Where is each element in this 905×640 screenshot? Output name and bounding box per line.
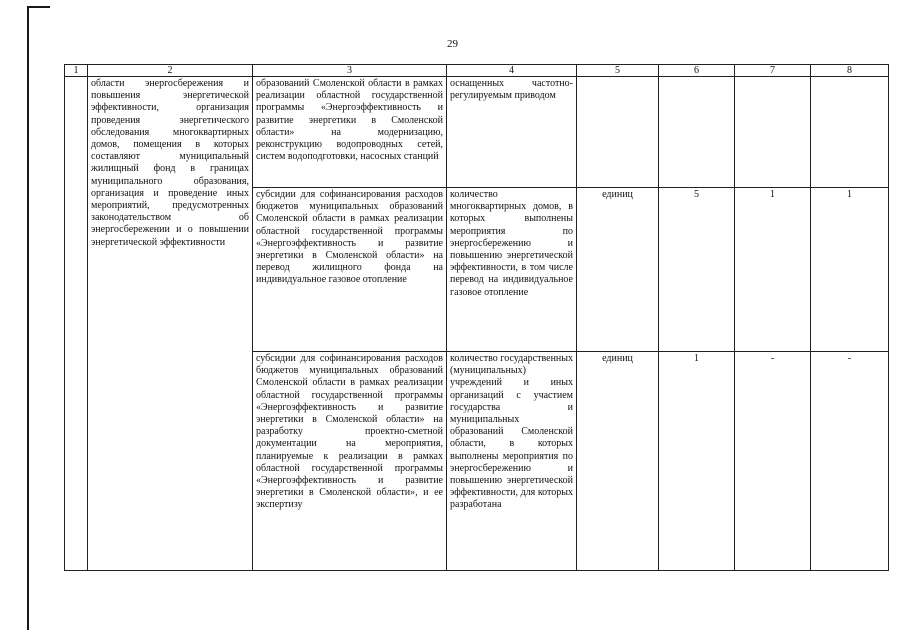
cell-indicator: оснащенных частотно-регулируемым приводом bbox=[447, 77, 577, 188]
scan-edge-left bbox=[27, 6, 29, 630]
cell-value-col7: 1 bbox=[735, 188, 811, 352]
cell-unit: единиц bbox=[577, 352, 659, 571]
header-row bbox=[65, 65, 889, 77]
scan-edge-top bbox=[28, 6, 50, 8]
column-header-8: 8 bbox=[811, 65, 889, 77]
page-number: 29 bbox=[447, 38, 458, 50]
cell-indicator: количество многоквартирных домов, в которых выполнены мероприятия по энергосбережению и повышению энергетической эффективности, в том числе перевод на индивидуальное газовое отопление bbox=[447, 188, 577, 352]
cell-number bbox=[65, 77, 88, 571]
cell-unit: единиц bbox=[577, 188, 659, 352]
cell-value-col8 bbox=[811, 77, 889, 188]
table-row bbox=[65, 77, 889, 188]
cell-value-col7 bbox=[735, 77, 811, 188]
cell-funding-description: субсидии для софинансирования расходов бюджетов муниципальных образований Смоленской области в рамках реализации областной государственной программы «Энергоэффективность и развитие энергетики в Смоленской области» на разработку проектно-сметной документации на мероприятия, планируемые к реализации в рамках областной государственной программы «Энергоэффективность и развитие энергетики в Смоленской области», и ее экспертизу bbox=[253, 352, 447, 571]
cell-unit bbox=[577, 77, 659, 188]
program-table bbox=[64, 64, 889, 571]
cell-value-col6: 5 bbox=[659, 188, 735, 352]
cell-value-col8: 1 bbox=[811, 188, 889, 352]
cell-funding-description: субсидии для софинансирования расходов бюджетов муниципальных образований Смоленской области в рамках реализации областной государственной программы «Энергоэффективность и развитие энергетики в Смоленской области» на перевод жилищного фонда на индивидуальное газовое отопление bbox=[253, 188, 447, 352]
column-header-4: 4 bbox=[447, 65, 577, 77]
cell-activity-description: области энергосбережения и повышения энергетической эффективности, организация проведения энергетического обследования многоквартирных домов, помещения в которых составляют муниципальный жилищный фонд в границах муниципального образования, организация и проведение иных мероприятий, предусмотренных законодательством об энергосбережении и о повышении энергетической эффективности bbox=[88, 77, 253, 571]
column-header-3: 3 bbox=[253, 65, 447, 77]
column-header-6: 6 bbox=[659, 65, 735, 77]
column-header-7: 7 bbox=[735, 65, 811, 77]
cell-funding-description: образований Смоленской области в рамках реализации областной государственной программы «Энергоэффективность и развитие энергетики в Смоленской области» на модернизацию, реконструкцию водопроводных сетей, систем водоподготовки, насосных станций bbox=[253, 77, 447, 188]
cell-value-col6: 1 bbox=[659, 352, 735, 571]
cell-indicator: количество государственных (муниципальных) учреждений и иных организаций с участием государства и муниципальных образований Смоленской области, в которых выполнены мероприятия по энергосбережению и повышению энергетической эффективности, для которых разработана bbox=[447, 352, 577, 571]
column-header-1: 1 bbox=[65, 65, 88, 77]
cell-value-col8: - bbox=[811, 352, 889, 571]
cell-value-col7: - bbox=[735, 352, 811, 571]
cell-value-col6 bbox=[659, 77, 735, 188]
column-header-5: 5 bbox=[577, 65, 659, 77]
column-header-2: 2 bbox=[88, 65, 253, 77]
